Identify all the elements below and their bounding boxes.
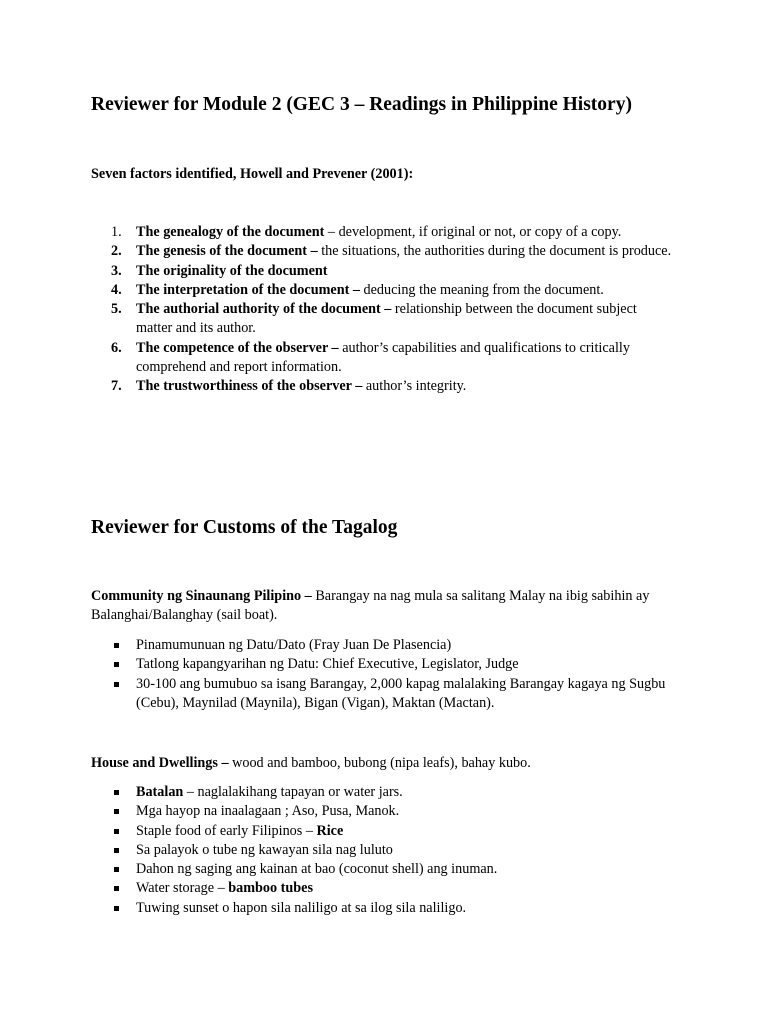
factors-list — [91, 223, 676, 397]
list-item — [91, 242, 676, 261]
bullet-text: Mga hayop na inaalagaan ; Aso, Pusa, Manok. — [136, 803, 400, 820]
list-item — [91, 879, 676, 898]
section-title-customs: Reviewer for Customs of the Tagalog — [91, 517, 398, 538]
list-item — [91, 841, 676, 860]
list-number: 5. — [111, 301, 122, 318]
list-item — [91, 675, 676, 714]
list-item-desc: deducing the meaning from the document. — [359, 281, 604, 298]
list-item-desc: relationship between the document subject matter and its author. — [136, 301, 637, 337]
list-item — [91, 802, 676, 821]
square-bullet-icon — [114, 682, 119, 687]
square-bullet-icon — [114, 829, 119, 834]
community-term: Community ng Sinaunang Pilipino – — [91, 588, 312, 604]
bullet-text: Pinamumunuan ng Datu/Dato (Fray Juan De Plasencia) — [136, 637, 452, 653]
square-bullet-icon — [114, 643, 119, 648]
bullet-text: Tatlong kapangyarihan ng Datu: Chief Executive, Legislator, Judge — [136, 656, 519, 673]
list-number: 6. — [111, 339, 122, 356]
list-item-term: The interpretation of the document – — [136, 281, 360, 298]
list-item — [91, 899, 676, 918]
bullet-text: Dahon ng saging ang kainan at bao (coconut shell) ang inuman. — [136, 861, 498, 878]
list-item-desc: author’s integrity. — [362, 378, 467, 395]
list-item-term: The trustworthiness of the observer – — [136, 378, 363, 395]
list-item — [91, 300, 676, 339]
list-item — [91, 636, 676, 655]
list-item-desc: – development, if original or not, or copy of a copy. — [324, 224, 622, 240]
bullet-term-after: Rice — [316, 822, 344, 839]
list-item — [91, 822, 676, 841]
square-bullet-icon — [114, 848, 119, 853]
house-paragraph — [91, 754, 676, 773]
list-item-term: The genesis of the document – — [136, 243, 318, 260]
list-item-term: The authorial authority of the document – — [136, 301, 392, 318]
community-desc: Barangay na nag mula sa salitang Malay na ibig sabihin ay Balanghai/Balanghay (sail boat). — [91, 588, 650, 624]
community-bullets — [91, 636, 676, 713]
list-item-desc: author’s capabilities and qualifications to critically comprehend and report information. — [136, 339, 630, 376]
community-paragraph — [91, 587, 676, 626]
list-item-term: The competence of the observer – — [136, 339, 339, 356]
square-bullet-icon — [114, 906, 119, 911]
bullet-text: Sa palayok o tube ng kawayan sila nag luluto — [136, 841, 393, 858]
bullet-text: Water storage – — [136, 880, 229, 897]
list-item — [91, 860, 676, 879]
list-number: 7. — [111, 378, 122, 395]
list-item — [91, 377, 676, 396]
square-bullet-icon — [114, 662, 119, 667]
list-item — [91, 339, 676, 378]
list-item — [91, 281, 676, 300]
list-item — [91, 262, 676, 281]
list-number: 3. — [111, 262, 122, 279]
list-number: 2. — [111, 243, 122, 260]
square-bullet-icon — [114, 867, 119, 872]
list-item — [91, 655, 676, 674]
bullet-term-after: bamboo tubes — [228, 880, 313, 897]
list-number: 4. — [111, 281, 122, 298]
factors-subtitle: Seven factors identified, Howell and Prevener (2001): — [91, 166, 414, 182]
house-term: House and Dwellings – — [91, 755, 229, 771]
bullet-text: Tuwing sunset o hapon sila naliligo at sa ilog sila naliligo. — [136, 899, 467, 916]
list-number: 1. — [111, 224, 122, 240]
list-item-desc: the situations, the authorities during the document is produce. — [317, 243, 672, 260]
square-bullet-icon — [114, 809, 119, 814]
house-desc: wood and bamboo, bubong (nipa leafs), bahay kubo. — [228, 755, 531, 771]
list-item-term: The originality of the document — [136, 262, 328, 279]
square-bullet-icon — [114, 886, 119, 891]
list-item — [91, 223, 676, 242]
list-item-term: The genealogy of the document — [136, 224, 325, 240]
section-title-module2: Reviewer for Module 2 (GEC 3 – Readings in Philippine History) — [91, 94, 632, 115]
house-bullets — [91, 783, 676, 918]
square-bullet-icon — [114, 790, 119, 795]
bullet-text: 30-100 ang bumubuo sa isang Barangay, 2,000 kapag malalaking Barangay kagaya ng Sugbu (Cebu), Maynilad (Maynila), Bigan (Vigan), Maktan (Mactan). — [136, 675, 666, 711]
bullet-term: Batalan — [136, 784, 184, 800]
bullet-text: Staple food of early Filipinos – — [136, 822, 317, 839]
bullet-text: – naglalakihang tapayan or water jars. — [183, 784, 403, 800]
list-item — [91, 783, 676, 802]
